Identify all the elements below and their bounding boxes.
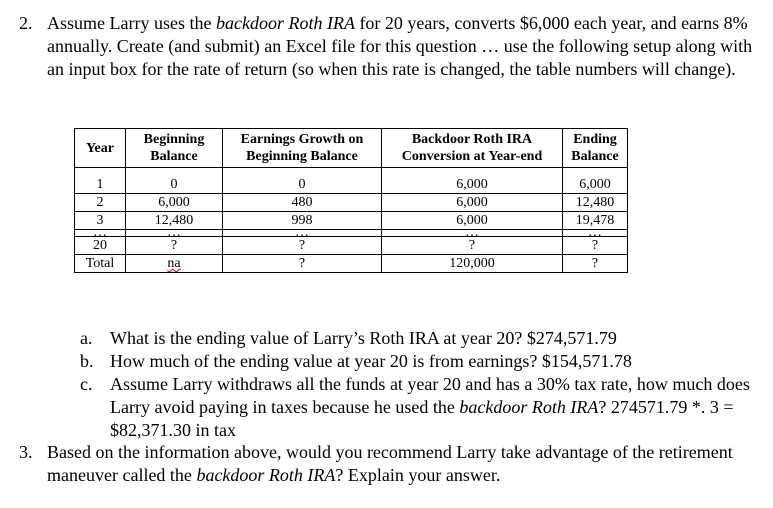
header-earnings-growth: Earnings Growth on Beginning Balance (223, 129, 382, 168)
question-2-text: Assume Larry uses the backdoor Roth IRA for 20 years, converts $6,000 each year, and earns 8% annually. Create (and submit) an Excel file for this question … use the following setup along with an input box for the rate of return (so when this rate is changed, the table numbers will change). (47, 13, 753, 79)
answer-b-text: How much of the ending value at year 20 is from earnings? $154,571.78 (110, 351, 632, 371)
table-row-total: Total na ? 120,000 ? (75, 255, 628, 273)
answer-b-letter: b. (80, 351, 94, 371)
answer-c-text: Assume Larry withdraws all the funds at year 20 and has a 30% tax rate, how much does Larry avoid paying in taxes because he used the backdoor Roth IRA? 274571.79 *. 3 = $82,371.30 in tax (110, 374, 750, 440)
question-3-number: 3. (19, 442, 33, 462)
answer-c-letter: c. (80, 374, 93, 394)
header-year: Year (75, 129, 126, 168)
spellcheck-underlined-na: na (167, 256, 181, 271)
table-row: 2 6,000 480 6,000 12,480 (75, 194, 628, 212)
balance-table (74, 128, 628, 273)
table-row: 1 0 0 6,000 6,000 (75, 168, 628, 194)
table-header-row (75, 129, 628, 168)
answer-a-letter: a. (80, 328, 93, 348)
header-conversion: Backdoor Roth IRA Conversion at Year-end (382, 129, 563, 168)
table-row-ellipsis: … … … … … (75, 230, 628, 237)
question-3 (19, 441, 759, 487)
header-ending-balance: Ending Balance (563, 129, 628, 168)
table-row: 20 ? ? ? ? (75, 237, 628, 255)
answer-a-text: What is the ending value of Larry’s Roth IRA at year 20? $274,571.79 (110, 328, 617, 348)
question-2-number: 2. (19, 13, 33, 33)
question-3-text: Based on the information above, would you recommend Larry take advantage of the retirement maneuver called the backdoor Roth IRA? Explain your answer. (47, 442, 733, 485)
table-row: 3 12,480 998 6,000 19,478 (75, 212, 628, 230)
header-beginning-balance: Beginning Balance (126, 129, 223, 168)
question-2 (19, 12, 759, 81)
